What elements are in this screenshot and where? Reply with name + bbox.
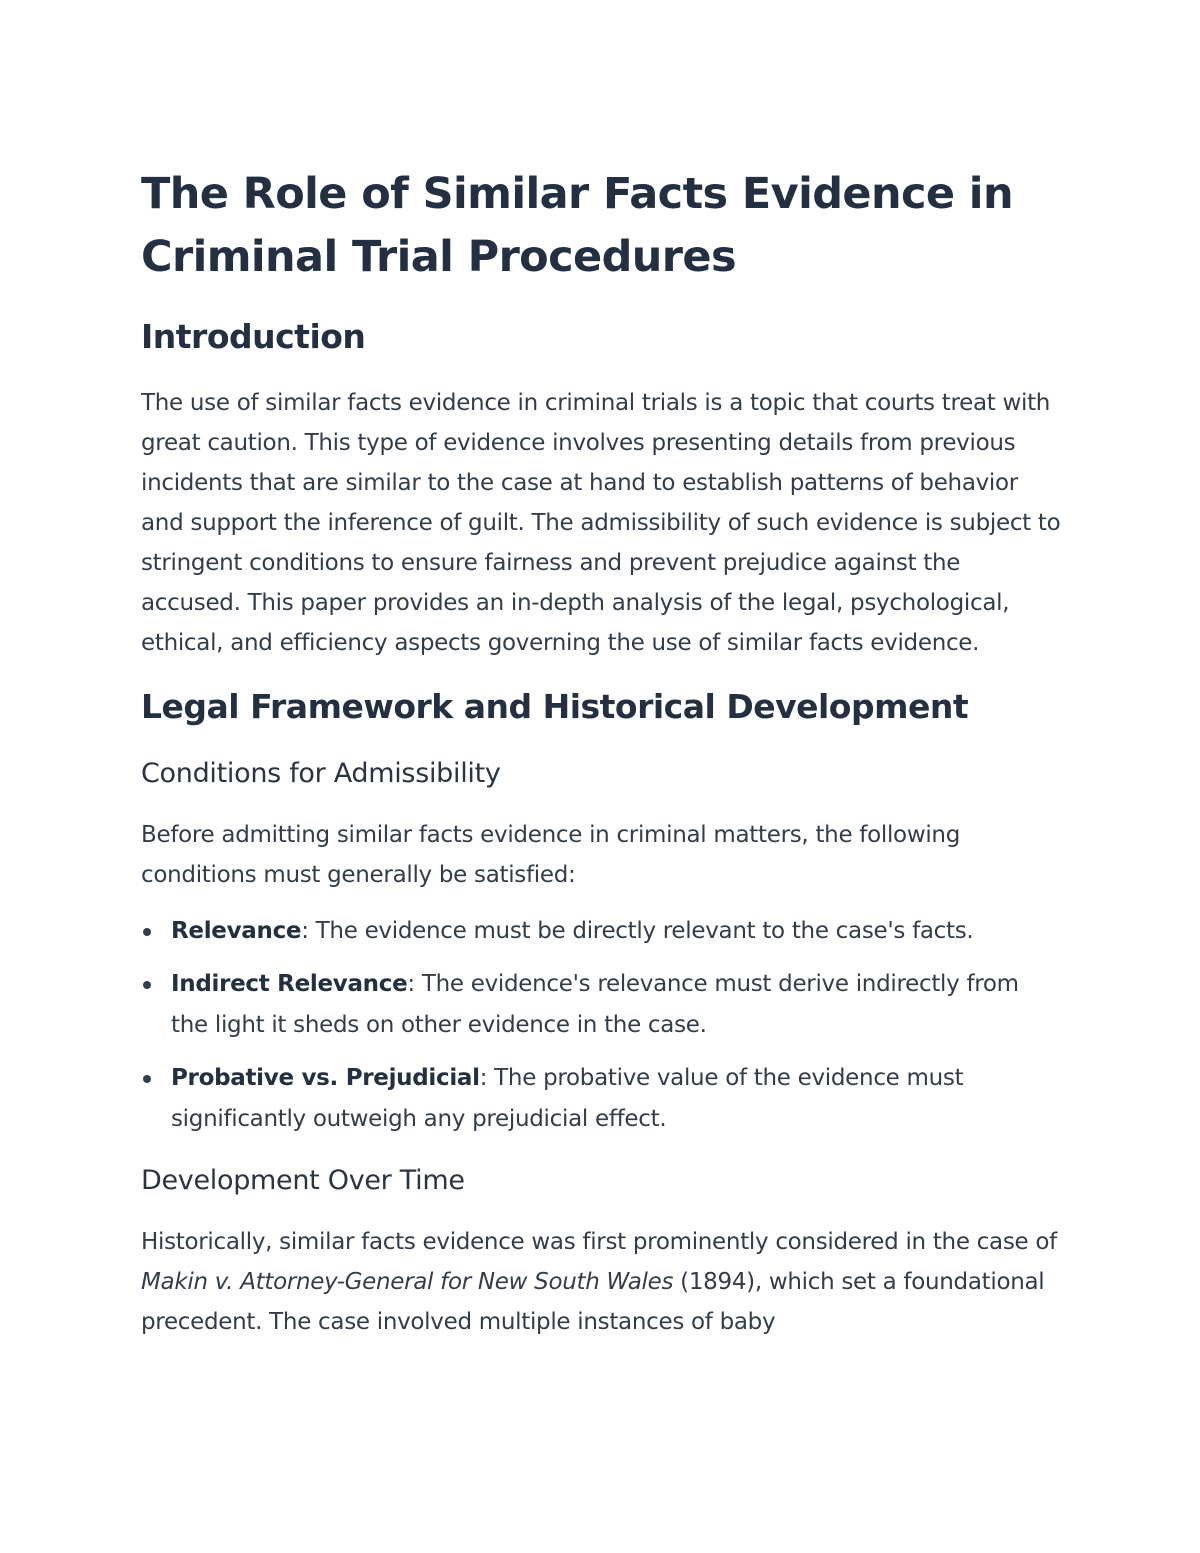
- bullet-icon: [143, 928, 151, 936]
- conditions-list: [141, 911, 1061, 1140]
- list-item-term: Relevance: [171, 918, 302, 944]
- list-item-text: : The evidence's relevance must derive indirectly from the light it sheds on other evidence in the case.: [171, 971, 1019, 1038]
- introduction-heading: Introduction: [141, 317, 366, 356]
- list-item: [141, 964, 1061, 1046]
- document-page: [141, 163, 1061, 1342]
- list-item-term: Probative vs. Prejudicial: [171, 1065, 480, 1091]
- bullet-icon: [143, 1075, 151, 1083]
- development-paragraph: [141, 1222, 1061, 1342]
- conditions-heading: Conditions for Admissibility: [141, 758, 501, 789]
- case-name: Makin v. Attorney-General for New South Wales: [141, 1269, 674, 1295]
- list-item-term: Indirect Relevance: [171, 971, 408, 997]
- list-item-text: : The evidence must be directly relevant to the case's facts.: [301, 918, 974, 944]
- development-text-after: (1894), which set a foundational precedent. The case involved multiple instances of baby: [141, 1269, 1045, 1335]
- document-title: The Role of Similar Facts Evidence in Criminal Trial Procedures: [141, 169, 1013, 282]
- bullet-icon: [143, 981, 151, 989]
- list-item-text: : The probative value of the evidence must significantly outweigh any prejudicial effect.: [171, 1065, 964, 1132]
- legal-framework-heading: Legal Framework and Historical Development: [141, 687, 969, 726]
- development-heading: Development Over Time: [141, 1165, 465, 1196]
- introduction-paragraph: The use of similar facts evidence in criminal trials is a topic that courts treat with great caution. This type of evidence involves presenting details from previous incidents that are similar to the case at hand to establish patterns of behavior and support the inference of guilt. The admissibility of such evidence is subject to stringent conditions to ensure fairness and prevent prejudice against the accused. This paper provides an in-depth analysis of the legal, psychological, ethical, and efficiency aspects governing the use of similar facts evidence.: [141, 390, 1061, 656]
- list-item: [141, 1058, 1061, 1140]
- list-item: [141, 911, 1061, 952]
- conditions-paragraph: Before admitting similar facts evidence in criminal matters, the following conditions must generally be satisfied:: [141, 822, 961, 888]
- development-text-before: Historically, similar facts evidence was first prominently considered in the case of: [141, 1229, 1057, 1255]
